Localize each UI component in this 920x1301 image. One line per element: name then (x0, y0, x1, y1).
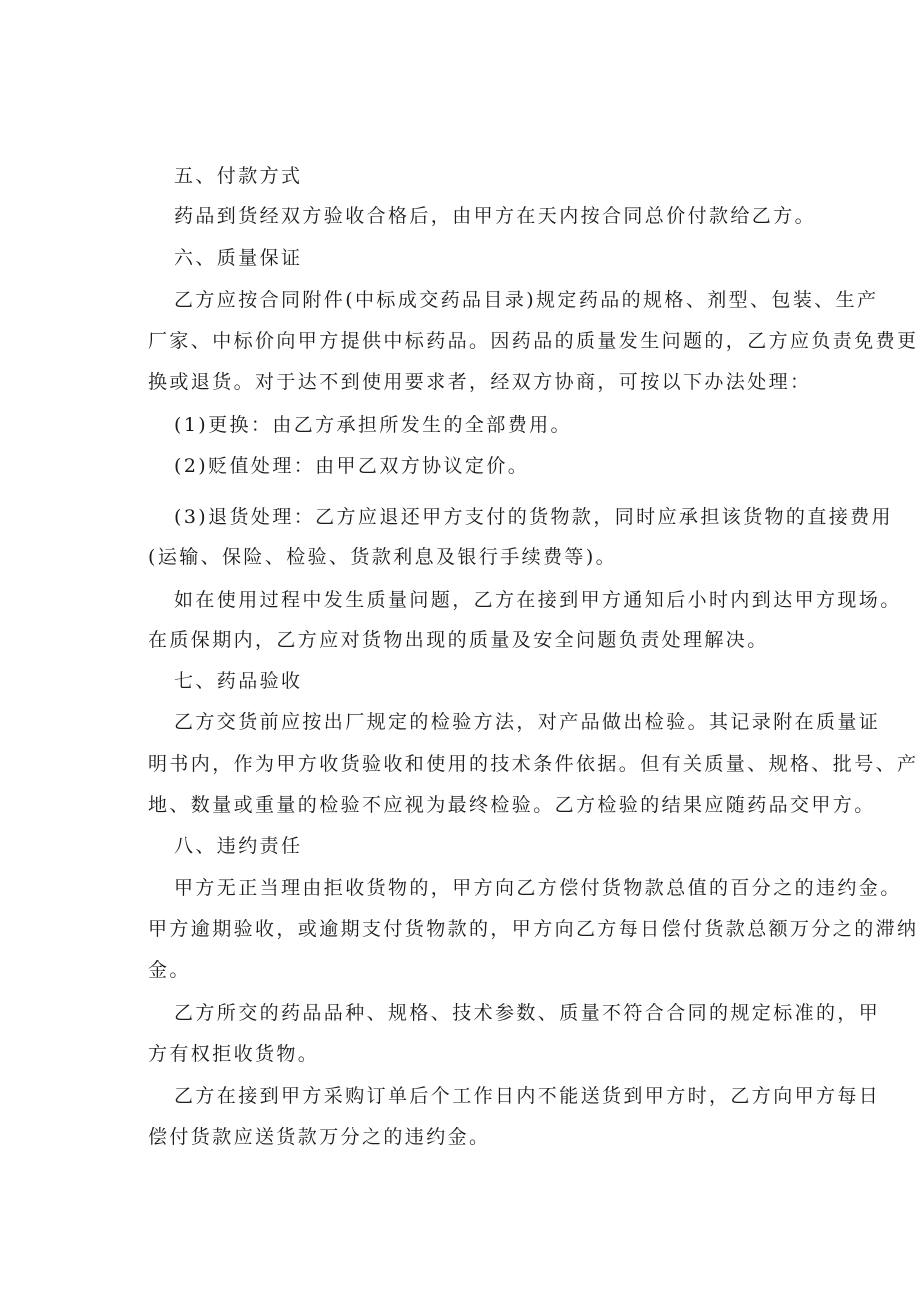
paragraph-line: (运输、保险、检验、货款利息及银行手续费等)。 (148, 546, 618, 568)
paragraph-line: 如在使用过程中发生质量问题，乙方在接到甲方通知后小时内到达甲方现场。 (174, 589, 902, 611)
list-item-replace: (1)更换：由乙方承担所发生的全部费用。 (174, 414, 572, 436)
paragraph-line: 在质保期内，乙方应对货物出现的质量及安全问题负责处理解决。 (148, 629, 769, 651)
paragraph-line: 换或退货。对于达不到使用要求者，经双方协商，可按以下办法处理： (148, 371, 812, 393)
paragraph-line: 明书内，作为甲方收货验收和使用的技术条件依据。但有关质量、规格、批号、产 (148, 753, 919, 775)
paragraph-line: 偿付货款应送货款万分之的违约金。 (148, 1126, 491, 1148)
paragraph-line: 乙方应按合同附件(中标成交药品目录)规定药品的规格、剂型、包装、生产 (174, 289, 879, 311)
paragraph-line: 乙方交货前应按出厂规定的检验方法，对产品做出检验。其记录附在质量证 (174, 711, 881, 733)
section-heading-acceptance: 七、药品验收 (174, 670, 303, 692)
list-item-return: (3)退货处理：乙方应退还甲方支付的货物款，同时应承担该货物的直接费用 (174, 506, 893, 528)
paragraph-line: 金。 (148, 959, 191, 981)
section-heading-liability: 八、违约责任 (174, 835, 303, 857)
paragraph-line: 方有权拒收货物。 (148, 1043, 320, 1065)
section-heading-payment: 五、付款方式 (174, 165, 303, 187)
paragraph-line: 药品到货经双方验收合格后，由甲方在天内按合同总价付款给乙方。 (174, 205, 817, 227)
paragraph-line: 厂家、中标价向甲方提供中标药品。因药品的质量发生问题的，乙方应负责免费更 (148, 330, 919, 352)
paragraph-line: 乙方在接到甲方采购订单后个工作日内不能送货到甲方时，乙方向甲方每日 (174, 1085, 881, 1107)
paragraph-line: 甲方无正当理由拒收货物的，甲方向乙方偿付货物款总值的百分之的违约金。 (174, 877, 902, 899)
paragraph-line: 甲方逾期验收，或逾期支付货物款的，甲方向乙方每日偿付货款总额万分之的滞纳 (148, 918, 919, 940)
paragraph-line: 地、数量或重量的检验不应视为最终检验。乙方检验的结果应随药品交甲方。 (148, 794, 876, 816)
section-heading-quality: 六、质量保证 (174, 247, 303, 269)
paragraph-line: 乙方所交的药品品种、规格、技术参数、质量不符合合同的规定标准的，甲 (174, 1002, 881, 1024)
list-item-depreciation: (2)贬值处理：由甲乙双方协议定价。 (174, 455, 530, 477)
